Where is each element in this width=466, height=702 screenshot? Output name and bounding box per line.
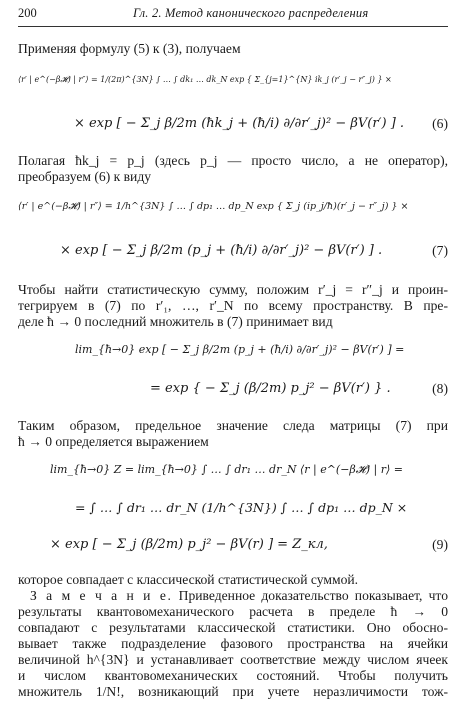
text-line: величиной h^{3N} и устанавливает соответствие между числом ячеек — [18, 652, 448, 667]
text-line: и числом квантовомеханических состояний. Чтобы получить — [18, 668, 448, 683]
running-title: Гл. 2. Метод канонического распределения — [133, 6, 369, 20]
text-line: преобразуем (6) к виду — [18, 169, 152, 184]
text-line: деле ħ → 0 последний множитель в (7) принимает вид — [18, 314, 333, 329]
page-number: 200 — [18, 6, 37, 20]
text-line: совпадают с результатами классической статистики. Оно обосно- — [18, 620, 448, 635]
text-line: Полагая ħk_j = p_j (здесь p_j — просто число, а не оператор), — [18, 153, 448, 168]
text-line: Чтобы найти статистическую сумму, положим r′_j = r″_j и проин- — [18, 282, 448, 297]
text-line: множитель 1/N!, возникающий при учете неразличимости тож- — [18, 684, 448, 699]
equation-number: (7) — [432, 243, 448, 258]
text-line: Применяя формулу (5) к (3), получаем — [18, 41, 241, 56]
text-line: результаты квантовомеханического расчета в пределе ħ → 0 — [18, 604, 448, 619]
header-rule — [18, 26, 448, 27]
text-line: Таким образом, предельное значение следа матрицы (7) при — [18, 418, 448, 433]
remark-heading: З а м е ч а н и е. — [30, 588, 173, 603]
equation-line: × exp [ − Σ_j β/2m (p_j + (ħ/i) ∂/∂r′_j)² − βV(r′) ] . — [60, 243, 383, 258]
equation-line: = exp { − Σ_j (β/2m) p_j² − βV(r′) } . — [150, 381, 391, 396]
text-line: которое совпадает с классической статистической суммой. — [18, 572, 359, 587]
equation-line: lim_{ħ→0} exp [ − Σ_j β/2m (p_j + (ħ/i) ∂/∂r′_j)² − βV(r′) ] = — [75, 343, 405, 356]
equation-line: × exp [ − Σ_j (β/2m) p_j² − βV(r) ] = Z_кл, — [50, 537, 328, 552]
text-line: тегрируем в (7) по r′₁, …, r′_N по всему пространству. В пре- — [18, 298, 448, 313]
equation-line: ⟨r′ | e^(−β𝓗) | r″⟩ = 1/h^{3N} ∫ … ∫ dp₁ … dp_N exp { Σ_j (ip_j/ħ)(r′_j − r″_j) } × — [18, 201, 409, 212]
remark-text: Приведенное доказательство показывает, что — [178, 588, 448, 603]
equation-line: ⟨r′ | e^(−β𝓗) | r″⟩ = 1/(2π)^{3N} ∫ … ∫ dk₁ … dk_N exp { Σ_{j=1}^{N} ik_j (r′_j − r″_j) } × — [18, 75, 392, 84]
text-line: ħ → 0 определяется выражением — [18, 434, 209, 449]
equation-line: lim_{ħ→0} Z = lim_{ħ→0} ∫ … ∫ dr₁ … dr_N ⟨r | e^(−β𝓗) | r⟩ = — [50, 463, 403, 476]
text-line: вывает также подразделение фазового пространства на ячейки — [18, 636, 448, 651]
equation-line: = ∫ … ∫ dr₁ … dr_N (1/h^{3N}) ∫ … ∫ dp₁ … dp_N × — [75, 500, 408, 515]
equation-number: (9) — [432, 537, 448, 552]
equation-number: (6) — [432, 116, 448, 131]
remark-line — [30, 588, 448, 604]
equation-line: × exp [ − Σ_j β/2m (ħk_j + (ħ/i) ∂/∂r′_j)² − βV(r′) ] . — [74, 116, 405, 131]
equation-number: (8) — [432, 381, 448, 396]
